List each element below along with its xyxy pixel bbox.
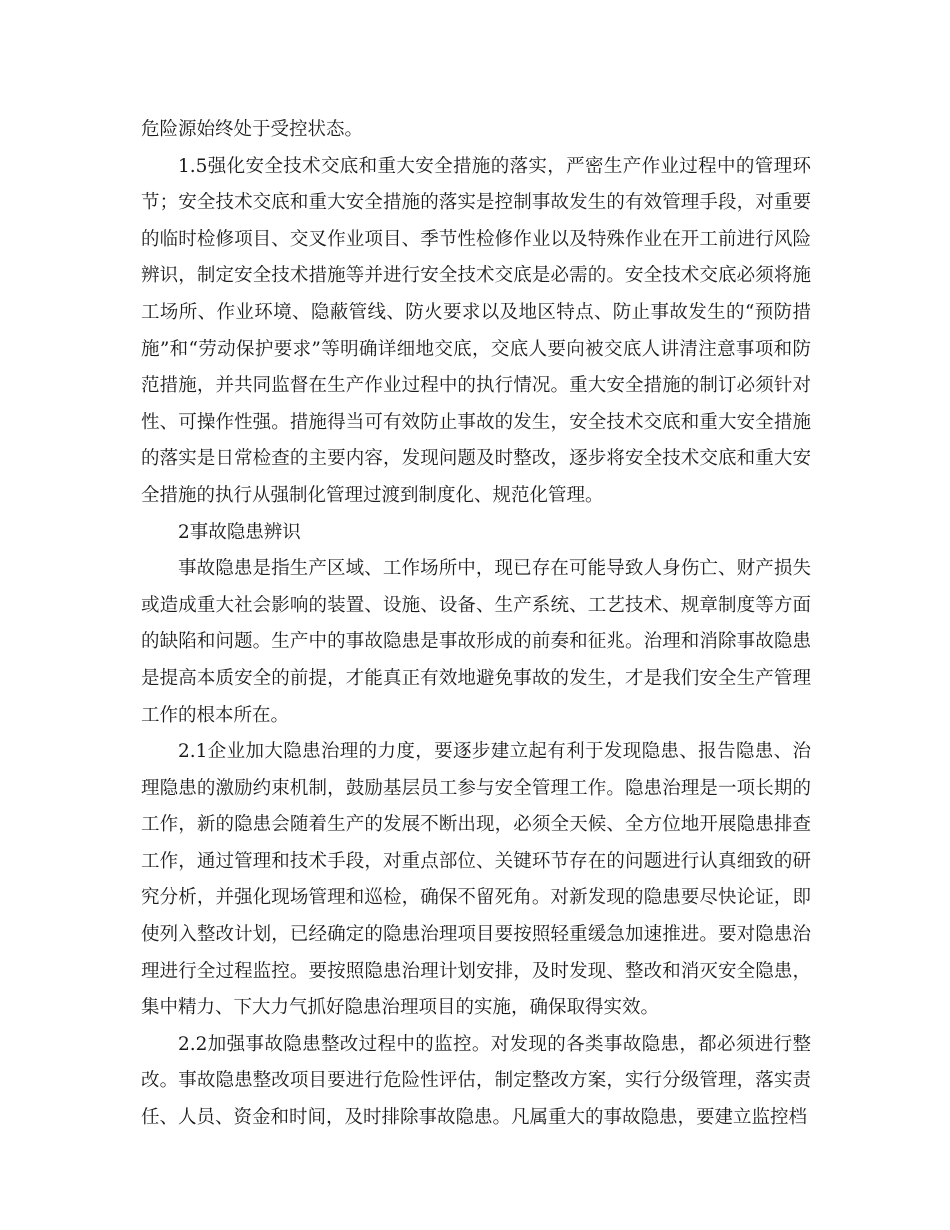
section-heading-2: 2事故隐患辨识 xyxy=(178,521,301,543)
paragraph-2-1: 2.1企业加大隐患治理的力度，要逐步建立起有利于发现隐患、报告隐患、治理隐患的激励约束机制，鼓励基层员工参与安全管理工作。隐患治理是一项长期的工作，新的隐患会随着生产的发展不断出现，必须全天候、全方位地开展隐患排查工作，通过管理和技术手段，对重点部位、关键环节存在的问题进行认真细致的研究分析，并强化现场管理和巡检，确保不留死角。对新发现的隐患要尽快论证，即使列入整改计划，已经确定的隐患治理项目要按照轻重缓急加速推进。要对隐患治理进行全过程监控。要按照隐患治理计划安排，及时发现、整改和消灭安全隐患，集中精力、下大力气抓好隐患治理项目的实施，确保取得实效。 xyxy=(141,741,811,1019)
paragraph-2-2: 2.2加强事故隐患整改过程中的监控。对发现的各类事故隐患，都必须进行整改。事故隐患整改项目要进行危险性评估，制定整改方案，实行分级管理，落实责任、人员、资金和时间，及时排除事故隐患。凡属重大的事故隐患，要建立监控档 xyxy=(141,1033,811,1129)
paragraph-1-5: 1.5强化安全技术交底和重大安全措施的落实，严密生产作业过程中的管理环节；安全技术交底和重大安全措施的落实是控制事故发生的有效管理手段，对重要的临时检修项目、交叉作业项目、季节性检修作业以及特殊作业在开工前进行风险辨识，制定安全技术措施等并进行安全技术交底是必需的。安全技术交底必须将施工场所、作业环境、隐蔽管线、防火要求以及地区特点、防止事故发生的“预防措施”和“劳动保护要求”等明确详细地交底，交底人要向被交底人讲清注意事项和防范措施，并共同监督在生产作业过程中的执行情况。重大安全措施的制订必须针对性、可操作性强。措施得当可有效防止事故的发生，安全技术交底和重大安全措施的落实是日常检查的主要内容，发现问题及时整改，逐步将安全技术交底和重大安全措施的执行从强制化管理过渡到制度化、规范化管理。 xyxy=(141,155,811,506)
document-body xyxy=(141,112,811,1137)
paragraph-continuation: 危险源始终处于受控状态。 xyxy=(141,119,364,140)
paragraph-hazard-definition: 事故隐患是指生产区域、工作场所中，现已存在可能导致人身伤亡、财产损失或造成重大社会影响的装置、设施、设备、生产系统、工艺技术、规章制度等方面的缺陷和问题。生产中的事故隐患是事故形成的前奏和征兆。治理和消除事故隐患是提高本质安全的前提，才能真正有效地避免事故的发生，才是我们安全生产管理工作的根本所在。 xyxy=(141,558,811,726)
